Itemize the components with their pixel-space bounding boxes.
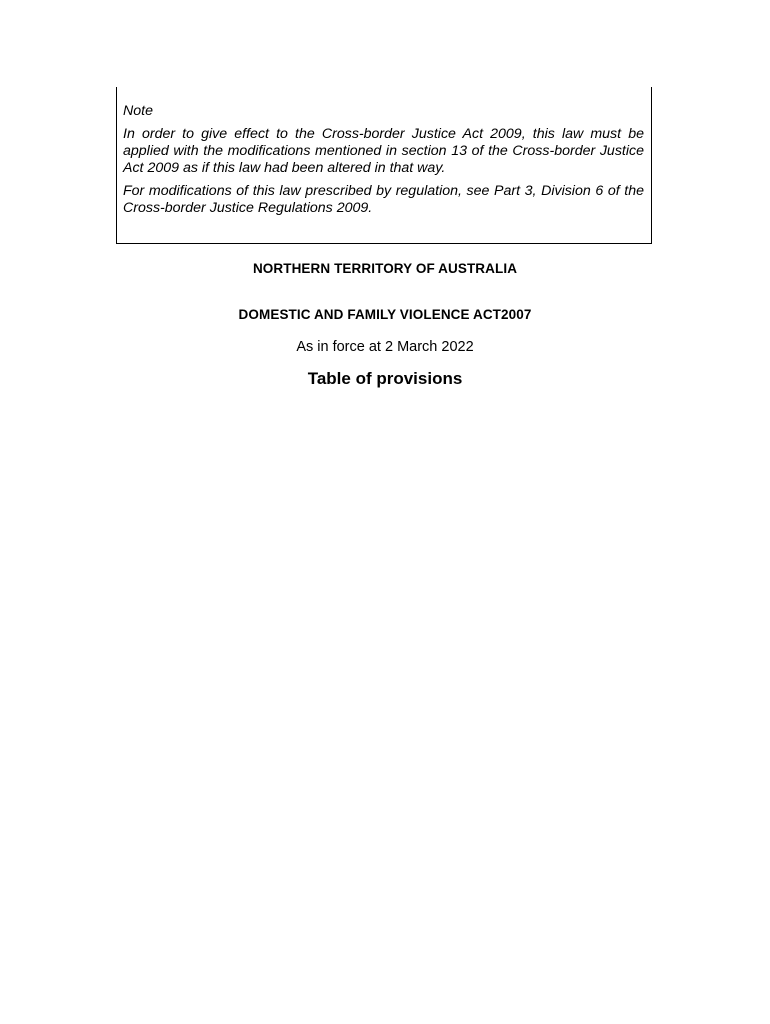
in-force-date: As in force at 2 March 2022 — [296, 339, 474, 355]
jurisdiction-heading: NORTHERN TERRITORY OF AUSTRALIA — [252, 261, 518, 276]
act-title: DOMESTIC AND FAMILY VIOLENCE ACT2007 — [238, 307, 532, 322]
note-box — [116, 87, 652, 244]
table-of-provisions-heading: Table of provisions — [307, 369, 463, 388]
note-paragraph-1: In order to give effect to the Cross-border Justice Act 2009, this law must be applied with the modifications mentioned in section 13 of the Cross-border Justice Act 2009 as if this law had been altered in that way. — [123, 126, 644, 176]
note-heading: Note — [123, 103, 153, 119]
note-paragraph-2: For modifications of this law prescribed by regulation, see Part 3, Division 6 of the Cross-border Justice Regulations 2009. — [123, 183, 644, 216]
